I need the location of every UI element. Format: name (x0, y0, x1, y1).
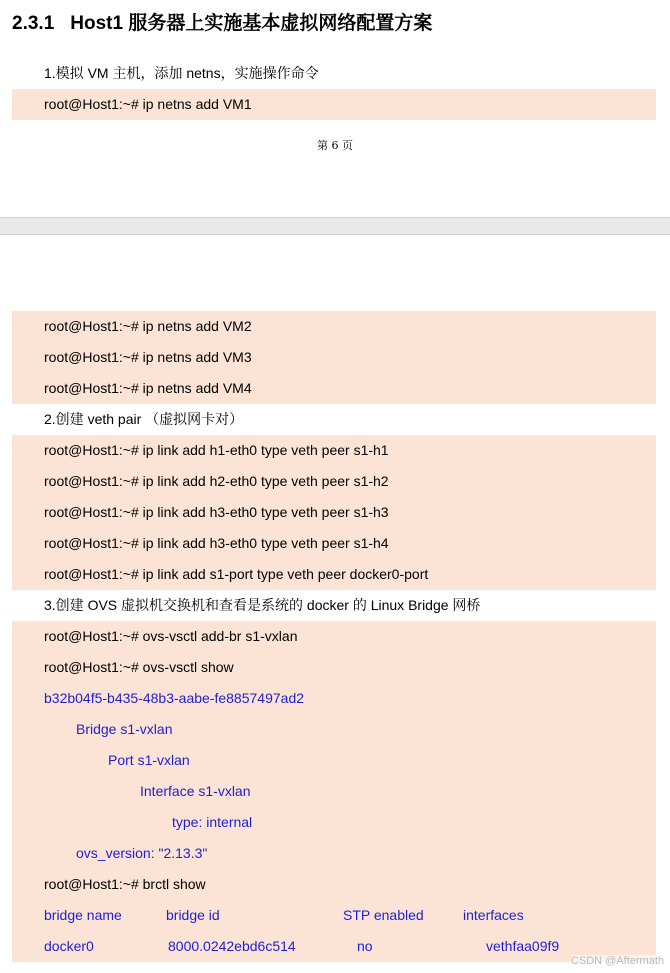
output-bridge: Bridge s1-vxlan (12, 714, 656, 745)
step-2-instruction: 2.创建 veth pair （虚拟网卡对） (44, 411, 244, 427)
command-line: root@Host1:~# ovs-vsctl add-br s1-vxlan (12, 621, 656, 652)
command-line: root@Host1:~# ip link add h3-eth0 type veth peer s1-h4 (12, 528, 656, 559)
command-line: root@Host1:~# ip link add h2-eth0 type veth peer s1-h2 (12, 466, 656, 497)
brctl-cell-bridge-id: 8000.0242ebd6c514 (168, 938, 296, 954)
brctl-cell-interfaces: vethfaa09f9 (486, 938, 560, 954)
section-number: 2.3.1 (12, 13, 55, 34)
section-title: Host1 服务器上实施基本虚拟网络配置方案 (70, 13, 433, 34)
command-line: root@Host1:~# ovs-vsctl show (12, 652, 656, 683)
document-page-bottom (0, 235, 670, 973)
step-3-instruction: 3.创建 OVS 虚拟机交换机和查看是系统的 docker 的 Linux Bridge 网桥 (44, 597, 481, 613)
command-line: root@Host1:~# ip netns add VM2 (12, 311, 656, 342)
watermark: CSDN @Aftermath (570, 955, 664, 967)
command-line: root@Host1:~# brctl show (12, 869, 656, 900)
brctl-header-stp-enabled: STP enabled (343, 907, 424, 923)
output-ovs-version: ovs_version: "2.13.3" (12, 838, 656, 869)
step-1-instruction: 1.模拟 VM 主机，添加 netns，实施操作命令 (44, 65, 319, 81)
section-heading (12, 8, 432, 35)
command-line: root@Host1:~# ip netns add VM1 (12, 89, 656, 120)
brctl-header-interfaces: interfaces (463, 907, 524, 923)
command-line: root@Host1:~# ip netns add VM4 (12, 373, 656, 404)
page-number: 第 6 页 (317, 139, 353, 152)
brctl-cell-bridge-name: docker0 (44, 938, 94, 954)
output-interface: Interface s1-vxlan (12, 776, 656, 807)
command-line: root@Host1:~# ip netns add VM3 (12, 342, 656, 373)
brctl-data-row (12, 931, 656, 962)
command-line: root@Host1:~# ip link add s1-port type veth peer docker0-port (12, 559, 656, 590)
output-type: type: internal (12, 807, 656, 838)
page-separator (0, 217, 670, 235)
brctl-header-row (12, 900, 656, 931)
brctl-cell-stp-enabled: no (357, 938, 373, 954)
command-line: root@Host1:~# ip link add h1-eth0 type veth peer s1-h1 (12, 435, 656, 466)
brctl-header-bridge-id: bridge id (166, 907, 220, 923)
command-line: root@Host1:~# ip link add h3-eth0 type veth peer s1-h3 (12, 497, 656, 528)
brctl-header-bridge-name: bridge name (44, 907, 122, 923)
output-port: Port s1-vxlan (12, 745, 656, 776)
output-uuid: b32b04f5-b435-48b3-aabe-fe8857497ad2 (12, 683, 656, 714)
document-page-top (0, 0, 670, 217)
